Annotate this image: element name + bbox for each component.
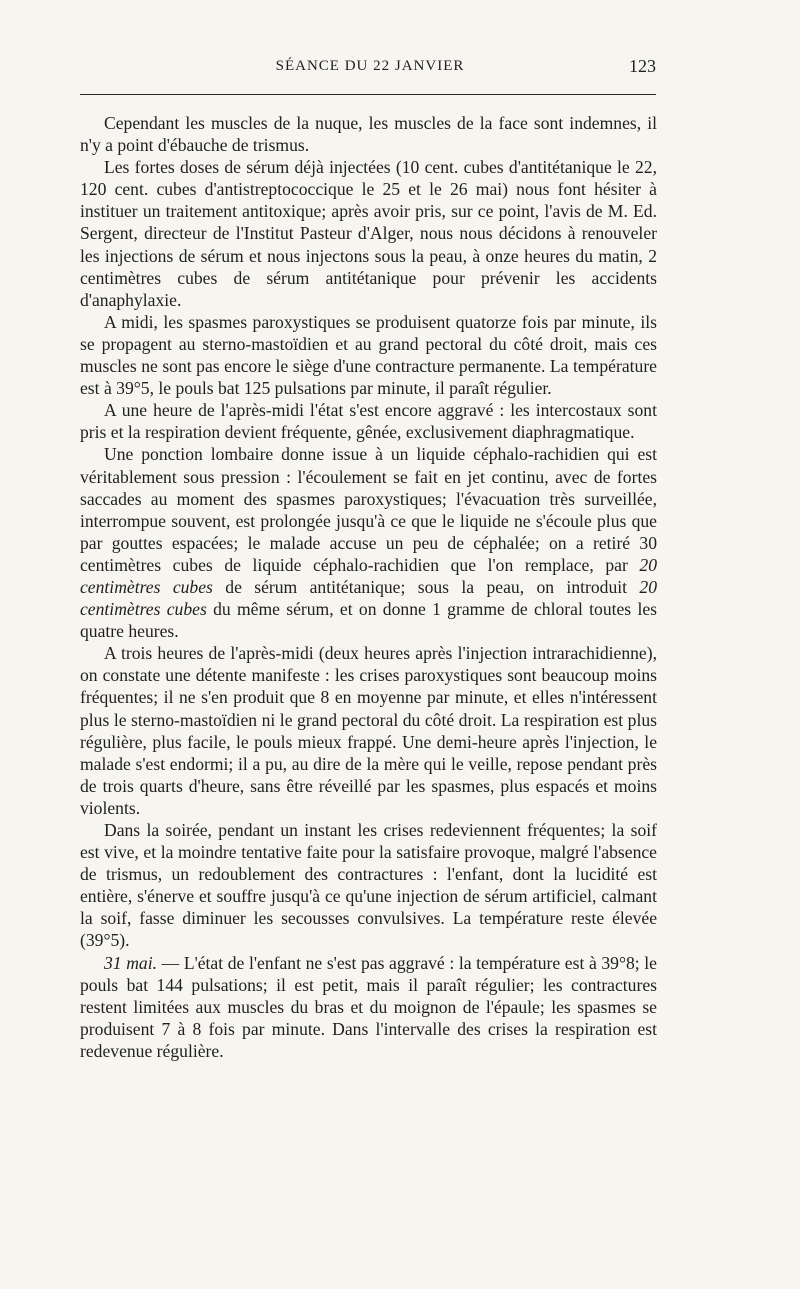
paragraph: Les fortes doses de sérum déjà injectées (10 cent. cubes d'antitétanique le 22, 120 cent. cubes d'antistreptococcique le 25 et le 26 mai) nous font hésiter à instituer un traitement antitoxique; après avoir pris, sur ce point, l'avis de M. Ed. Sergent, directeur de l'Institut Pasteur d'Alger, nous nous décidons à renouveler les injections de sérum et nous injectons sous la peau, à onze heures du matin, 2 centimètres cubes de sérum antitétanique pour prévenir les accidents d'anaphylaxie. bbox=[80, 157, 657, 310]
paragraph-text: de sérum antitétanique; sous la peau, on introduit bbox=[212, 576, 640, 597]
italic-dose: 20 centimètres cubes bbox=[80, 554, 657, 597]
paragraph bbox=[80, 952, 657, 1062]
running-title: SÉANCE DU 22 JANVIER bbox=[275, 58, 465, 74]
paragraph-text: Une ponction lombaire donne issue à un liquide céphalo-rachidien qui est véritablement sous pression : l'écoulement se fait en jet continu, avec de fortes saccades au moment des spasmes paroxystiques; l'évacuation très surveillée, interrompue souvent, est prolongée jusqu'à ce que le liquide ne s'écoule plus que par gouttes espacées; le malade accuse un peu de céphalée; on a retiré 30 centimètres cubes de liquide céphalo-rachidien que l'on remplace, par bbox=[80, 444, 657, 575]
paragraph: Dans la soirée, pendant un instant les crises redeviennent fréquentes; la soif est vive, et la moindre tentative faite pour la satisfaire provoque, malgré l'absence de trismus, un redoublement des contractures : l'enfant, dont la lucidité est entière, s'énerve et souffre jusqu'à ce qu'une injection de sérum artificiel, calmant la soif, fasse diminuer les secousses convulsives. La température reste élevée (39°5). bbox=[80, 820, 657, 951]
entry-date: 31 mai. bbox=[104, 952, 157, 973]
page-number: 123 bbox=[629, 56, 656, 76]
paragraph-text: — L'état de l'enfant ne s'est pas aggravé : la température est à 39°8; le pouls bat 144 pulsations; il est petit, mais il paraît régulier; les contractures restent limitées aux muscles du bras et du moignon de l'épaule; les spasmes se produisent 7 à 8 fois par minute. Dans l'intervalle des crises la respiration est redevenue régulière. bbox=[80, 952, 657, 1061]
italic-dose: 20 centimètres cubes bbox=[80, 576, 658, 620]
header-rule bbox=[80, 94, 656, 95]
body-text bbox=[80, 112, 657, 1062]
paragraph: A trois heures de l'après-midi (deux heures après l'injection intrarachidienne), on constate une détente manifeste : les crises paroxystiques sont beaucoup moins fréquentes; il ne s'en produit que 8 en moyenne par minute, et elles n'intéressent plus le sterno-mastoïdien ni le grand pectoral du côté droit. La respiration est plus régulière, plus facile, le pouls mieux frappé. Une demi-heure après l'injection, le malade s'est endormi; il a pu, au dire de la mère qui le veille, repose pendant près de trois quarts d'heure, sans être réveillé par les spasmes, plus espacés et moins violents. bbox=[80, 643, 657, 818]
running-header bbox=[84, 56, 656, 84]
paragraph: Cependant les muscles de la nuque, les muscles de la face sont indemnes, il n'y a point d'ébauche de trismus. bbox=[80, 113, 657, 156]
paragraph: A midi, les spasmes paroxystiques se produisent quatorze fois par minute, ils se propagent au sterno-mastoïdien et au grand pectoral du côté droit, mais ces muscles ne sont pas encore le siège d'une contracture permanente. La température est à 39°5, le pouls bat 125 pulsations par minute, il paraît régulier. bbox=[80, 311, 657, 399]
paragraph-text: du même sérum, et on donne 1 gramme de chloral toutes les quatre heures. bbox=[80, 599, 657, 642]
paragraph bbox=[80, 443, 657, 642]
paragraph: A une heure de l'après-midi l'état s'est encore aggravé : les intercostaux sont pris et la respiration devient fréquente, gênée, exclusivement diaphragmatique. bbox=[80, 400, 657, 443]
